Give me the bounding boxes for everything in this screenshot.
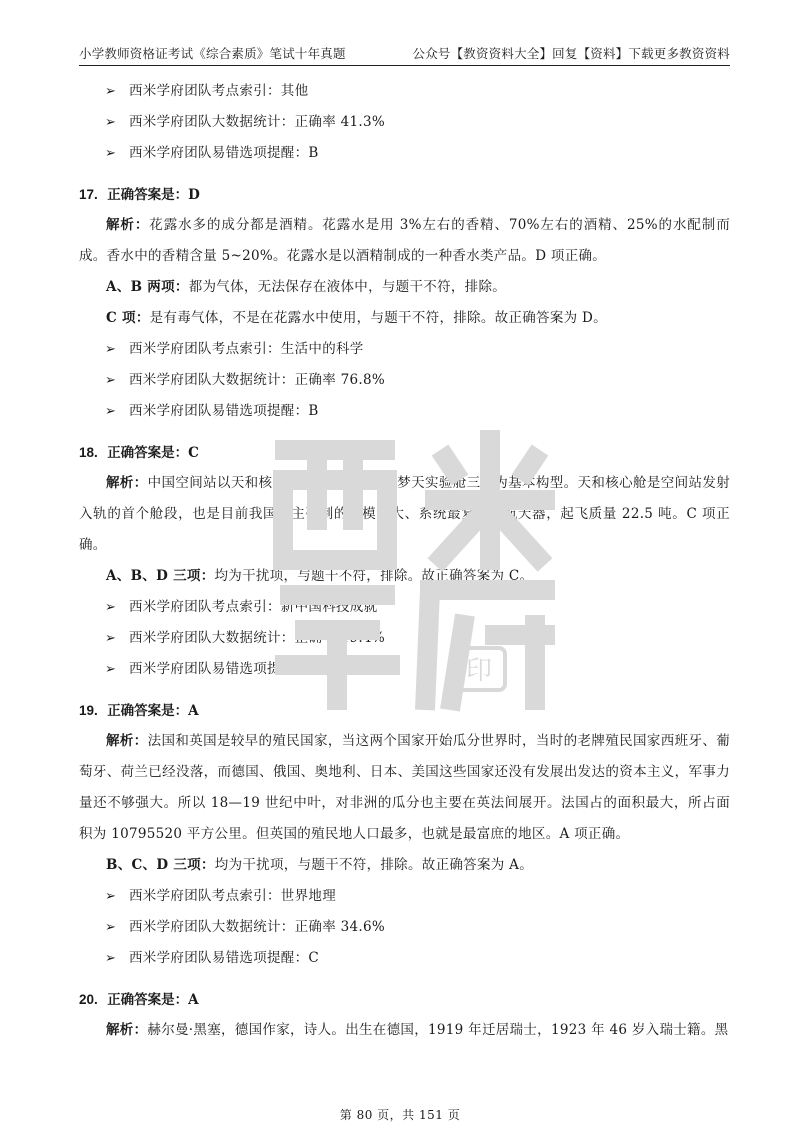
option-paragraph: B、C、D 三项：均为干扰项，与题干不符，排除。故正确答案为 A。	[106, 857, 534, 873]
bullet-item: ➢ 西米学府团队易错选项提醒：B	[79, 138, 730, 169]
bullet-item: ➢ 西米学府团队易错选项提醒：A	[79, 654, 730, 685]
bullet-item: ➢ 西米学府团队大数据统计：正确率 34.6%	[79, 912, 730, 943]
arrow-bullet-icon: ➢	[105, 115, 117, 130]
bullet-item: ➢ 西米学府团队大数据统计：正确率 41.3%	[79, 107, 730, 138]
arrow-bullet-icon: ➢	[105, 920, 117, 935]
arrow-bullet-icon: ➢	[105, 600, 117, 615]
arrow-bullet-icon: ➢	[105, 662, 117, 677]
question-heading: 20. 正确答案是：A	[79, 992, 199, 1008]
question-heading: 19. 正确答案是：A	[79, 703, 199, 719]
bullet-item: ➢ 西米学府团队考点索引：新中国科技成就	[79, 592, 730, 623]
page-content	[79, 76, 730, 1046]
bullet-item: ➢ 西米学府团队考点索引：生活中的科学	[79, 334, 730, 365]
question-heading: 17. 正确答案是：D	[79, 187, 200, 203]
header-right-promo: 公众号【教资资料大全】回复【资料】下载更多教资资料	[412, 46, 730, 61]
bullet-item: ➢ 西米学府团队易错选项提醒：B	[79, 396, 730, 427]
arrow-bullet-icon: ➢	[105, 404, 117, 419]
question-heading: 18. 正确答案是：C	[79, 445, 199, 461]
bullet-item: ➢ 西米学府团队大数据统计：正确率 76.8%	[79, 365, 730, 396]
arrow-bullet-icon: ➢	[105, 342, 117, 357]
arrow-bullet-icon: ➢	[105, 373, 117, 388]
explanation-paragraph: 解析：花露水多的成分都是酒精。花露水是用 3%左右的香精、70%左右的酒精、25%的水配制而成。香水中的香精含量 5~20%。花露水是以酒精制成的一种香水类产品。D 项正确。	[79, 217, 730, 264]
page-header	[79, 44, 730, 66]
bullet-item: ➢ 西米学府团队考点索引：世界地理	[79, 881, 730, 912]
option-paragraph: A、B、D 三项：均为干扰项，与题干不符，排除。故正确答案为 C。	[106, 568, 534, 584]
header-left-title: 小学教师资格证考试《综合素质》笔试十年真题	[79, 46, 346, 61]
bullet-item: ➢ 西米学府团队考点索引：其他	[79, 76, 730, 107]
explanation-paragraph: 解析：赫尔曼·黑塞，德国作家，诗人。出生在德国，1919 年迁居瑞士，1923 年 46 岁入瑞士籍。黑	[106, 1022, 729, 1038]
option-paragraph: A、B 两项：都为气体，无法保存在液体中，与题干不符，排除。	[106, 279, 507, 295]
arrow-bullet-icon: ➢	[105, 631, 117, 646]
option-paragraph: C 项：是有毒气体，不是在花露水中使用，与题干不符，排除。故正确答案为 D。	[106, 310, 607, 326]
explanation-paragraph: 解析：法国和英国是较早的殖民国家，当这两个国家开始瓜分世界时，当时的老牌殖民国家西班牙、葡萄牙、荷兰已经没落，而德国、俄国、奥地利、日本、美国这些国家还没有发展出发达的资本主义，军事力量还不够强大。所以 18—19 世纪中叶，对非洲的瓜分也主要在英法间展开。法国占的面积最大，所占面积为 10795520 平方公里。但英国的殖民地人口最多，也就是最富庶的地区。A 项正确。	[79, 733, 730, 842]
arrow-bullet-icon: ➢	[105, 889, 117, 904]
svg-text:印: 印	[465, 656, 493, 686]
arrow-bullet-icon: ➢	[105, 951, 117, 966]
arrow-bullet-icon: ➢	[105, 84, 117, 99]
bullet-item: ➢ 西米学府团队大数据统计：正确率 19.4%	[79, 623, 730, 654]
arrow-bullet-icon: ➢	[105, 146, 117, 161]
page-footer: 第 80 页，共 151 页	[339, 1108, 461, 1122]
bullet-item: ➢ 西米学府团队易错选项提醒：C	[79, 943, 730, 974]
explanation-paragraph: 解析：中国空间站以天和核心舱、问天实验舱、梦天实验舱三舱为基本构型。天和核心舱是空间站发射入轨的首个舱段，也是目前我国自主研制的规模最大、系统最复杂的航天器，起飞质量 22.5 吨。C 项正确。	[79, 475, 730, 553]
